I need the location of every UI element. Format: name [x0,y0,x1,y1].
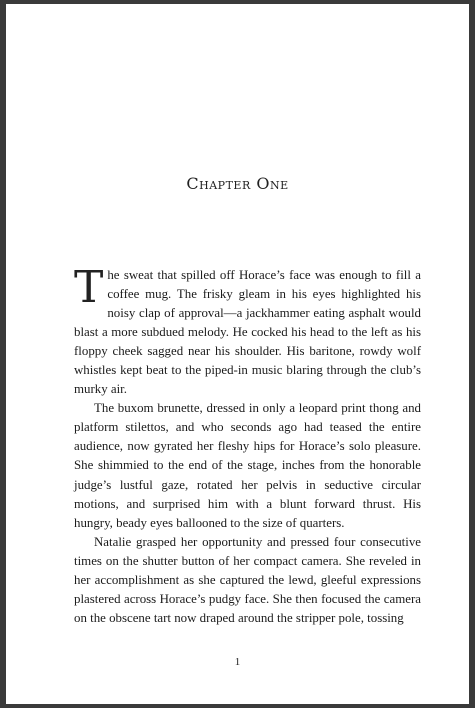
chapter-title: Chapter One [186,174,289,193]
paragraph-3: Natalie grasped her opportunity and pressed four consecutive times on the shutter button of her compact camera. She reveled in her accomplishment as she captured the lewd, gleeful expressions plastered across Horace’s pudgy face. She then focused the camera on the obscene tart now draped around the stripper pole, tossing [74,534,421,625]
book-page [6,4,469,704]
page-number: 1 [234,656,241,668]
paragraph-1 [74,262,421,399]
paragraph-2: The buxom brunette, dressed in only a leopard print thong and platform stilettos, and who seconds ago had teased the entire audience, now gyrated her fleshy hips for Horace’s solo pleasure. She shimmied to the end of the stage, inches from the honorable judge’s lustful gaze, rotated her pelvis in seductive circular motions, and surprised him with a blunt forward thrust. His hungry, beady eyes ballooned to the size of quarters. [74,401,421,530]
paragraph-1-text: he sweat that spilled off Horace’s face was enough to fill a coffee mug. The frisky gleam in his eyes highlighted his noisy clap of approval—a jackhammer eating asphalt would blast a more subdued melody. He cocked his head to the left as his floppy cheek sagged near his shoulder. His baritone, rowdy wolf whistles kept beat to the piped-in music blaring through the club’s murky air. [74,268,421,397]
drop-cap: T [74,262,104,313]
chapter-body [74,262,421,628]
